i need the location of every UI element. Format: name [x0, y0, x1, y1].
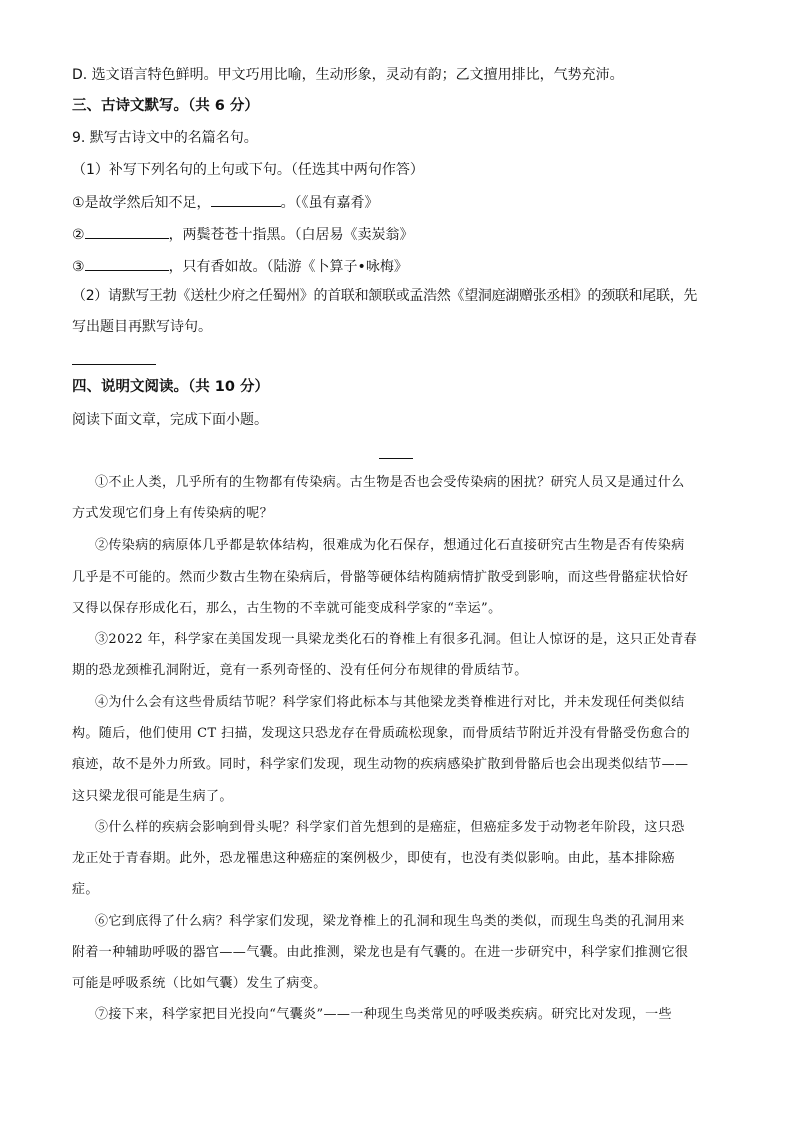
- article-line: ⑥它到底得了什么病？科学家们发现，梁龙脊椎上的孔洞和现生鸟类的类似，而现生鸟类的孔洞用来: [95, 914, 685, 929]
- article-line: 附着一种辅助呼吸的器官——气囊。由此推测，梁龙也是有气囊的。在进一步研究中，科学家们推测它很: [72, 945, 689, 960]
- article-line: ⑤什么样的疾病会影响到骨头呢？科学家们首先想到的是癌症，但癌症多发于动物老年阶段，这只恐: [95, 820, 685, 835]
- fill-line-3: [72, 256, 722, 276]
- article-line: 症。: [72, 882, 99, 897]
- answer-blank-2[interactable]: [85, 224, 169, 239]
- article-line: 又得以保存形成化石，那么，古生物的不幸就可能变成科学家的“幸运”。: [72, 601, 502, 616]
- article-line: ②传染病的病原体几乎都是软体结构，很难成为化石保存，想通过化石直接研究古生物是否有传染病: [95, 538, 685, 553]
- title-blank: [379, 458, 413, 459]
- answer-line[interactable]: [72, 364, 156, 365]
- article-line: 这只梁龙很可能是生病了。: [72, 789, 233, 804]
- article-line: 方式发现它们身上有传染病的呢？: [72, 506, 274, 521]
- article-line: 可能是呼吸系统（比如气囊）发生了病变。: [72, 976, 327, 991]
- fill-line-1-post: 。（《虽有嘉肴》: [280, 195, 379, 211]
- article-line: ③2022 年，科学家在美国发现一具梁龙类化石的脊椎上有很多孔洞。但让人惊讶的是，这只正处青春: [95, 632, 698, 647]
- article-line: ⑦接下来，科学家把目光投向“气囊炎”——一种现生鸟类常见的呼吸类疾病。研究比对发现，一些: [95, 1007, 672, 1022]
- option-d: D. 选文语言特色鲜明。甲文巧用比喻，生动形象，灵动有韵；乙文擅用排比，气势充沛。: [72, 67, 624, 83]
- answer-blank-1[interactable]: [211, 192, 281, 207]
- answer-blank-3[interactable]: [85, 256, 169, 271]
- fill-line-2-pre: ②: [72, 227, 85, 243]
- section-3-heading: 三、古诗文默写。（共 6 分）: [72, 98, 259, 114]
- fill-line-3-post: ，只有香如故。（陆游《卜算子•咏梅》: [168, 259, 408, 275]
- article-line: 构。随后，他们使用 CT 扫描，发现这只恐龙存在骨质疏松现象，而骨质结节附近并没有骨骼受伤愈合的: [72, 726, 691, 741]
- fill-line-2: [72, 224, 722, 244]
- article-line: 痕迹，故不是外力所致。同时，科学家们发现，现生动物的疾病感染扩散到骨骼后也会出现类似结节——: [72, 757, 689, 772]
- article-line: 期的恐龙颈椎孔洞附近，竟有一系列奇怪的、没有任何分布规律的骨质结节。: [72, 663, 528, 678]
- article-line: ④为什么会有这些骨质结节呢？科学家们将此标本与其他梁龙类脊椎进行对比，并未发现任何类似结: [95, 695, 685, 710]
- fill-line-1: [72, 192, 722, 212]
- fill-line-3-pre: ③: [72, 259, 85, 275]
- reading-instruction: 阅读下面文章，完成下面小题。: [72, 412, 268, 428]
- question-9-part-1: （1）补写下列名句的上句或下句。（任选其中两句作答）: [72, 162, 424, 178]
- question-9-part-2-line-1: （2）请默写王勃《送杜少府之任蜀州》的首联和颔联或孟浩然《望洞庭湖赠张丞相》的颈联和尾联，先: [72, 288, 698, 304]
- fill-line-2-post: ，两鬓苍苍十指黑。（白居易《卖炭翁》: [168, 227, 414, 243]
- article-line: 几乎是不可能的。然而少数古生物在染病后，骨骼等硬体结构随病情扩散受到影响，而这些骨骼症状恰好: [72, 570, 689, 585]
- article-line: ①不止人类，几乎所有的生物都有传染病。古生物是否也会受传染病的困扰？研究人员又是通过什么: [95, 475, 685, 490]
- section-4-heading: 四、说明文阅读。（共 10 分）: [72, 379, 270, 395]
- question-9: 9. 默写古诗文中的名篇名句。: [72, 130, 258, 146]
- fill-line-1-pre: ①是故学然后知不足，: [72, 195, 211, 211]
- article-line: 龙正处于青春期。此外，恐龙罹患这种癌症的案例极少，即使有，也没有类似影响。由此，基本排除癌: [72, 851, 676, 866]
- question-9-part-2-line-2: 写出题目再默写诗句。: [72, 319, 212, 335]
